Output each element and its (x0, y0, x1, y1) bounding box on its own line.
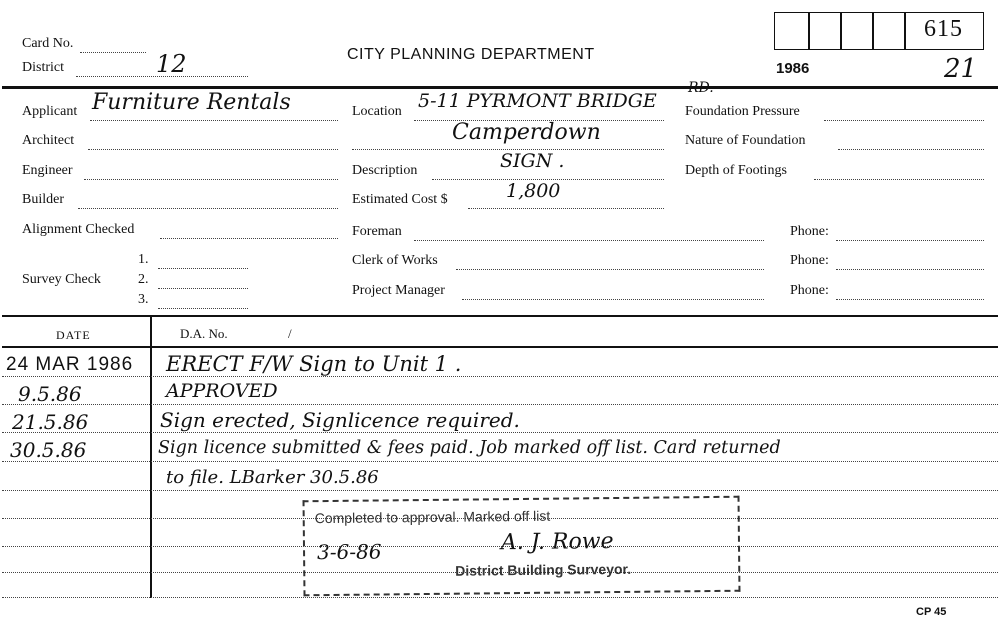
log-entry-text: to file. LBarker 30.5.86 (166, 467, 379, 488)
pm-phone-label: Phone: (790, 283, 829, 298)
engineer-line (84, 179, 338, 180)
card-no-line (80, 52, 146, 53)
da-label: D.A. No. (180, 326, 228, 341)
log-entry-text: Sign licence submitted & fees paid. Job marked off list. Card returned (158, 438, 781, 458)
year: 1986 (776, 60, 810, 77)
description-value: SIGN . (500, 150, 565, 172)
clerk-phone-line (836, 269, 984, 270)
card-no-label: Card No. (22, 36, 74, 51)
card-number-box-2 (808, 12, 842, 50)
survey-line-3 (158, 308, 248, 309)
district-value: 12 (156, 50, 187, 78)
foundation-pressure-line (824, 120, 984, 121)
clerk-phone-label: Phone: (790, 253, 829, 268)
card-number-box-3 (840, 12, 874, 50)
log-line (2, 432, 998, 433)
log-entry-date: 21.5.86 (12, 410, 89, 434)
survey-line-1 (158, 268, 248, 269)
clerk-line (456, 269, 764, 270)
engineer-label: Engineer (22, 163, 73, 178)
survey-line-2 (158, 288, 248, 289)
pm-phone-line (836, 299, 984, 300)
log-line (2, 376, 998, 377)
description-label: Description (352, 163, 418, 178)
survey-item-3: 3. (138, 292, 149, 307)
log-line (2, 490, 998, 491)
log-entry-text: APPROVED (166, 380, 278, 402)
estimated-cost-value: 1,800 (506, 180, 561, 202)
nature-foundation-line (838, 149, 984, 150)
stamp-signature: A. J. Rowe (500, 529, 614, 556)
stamp-text: Completed to approval. Marked off list (314, 507, 551, 527)
project-manager-label: Project Manager (352, 283, 445, 298)
project-manager-line (462, 299, 764, 300)
clerk-label: Clerk of Works (352, 253, 438, 268)
location-value-line2: Camperdown (452, 120, 601, 145)
log-line (2, 461, 998, 462)
estimated-cost-label: Estimated Cost $ (352, 192, 448, 207)
foreman-phone-label: Phone: (790, 224, 829, 239)
builder-line (78, 208, 338, 209)
foreman-line (414, 240, 764, 241)
applicant-line (90, 120, 338, 121)
card-number-box-4 (872, 12, 906, 50)
header-divider (2, 86, 998, 89)
survey-item-2: 2. (138, 272, 149, 287)
log-entry-date: 30.5.86 (10, 438, 87, 462)
depth-footings-line (814, 179, 984, 180)
alignment-label: Alignment Checked (22, 222, 135, 237)
depth-footings-label: Depth of Footings (685, 163, 787, 178)
estimated-cost-line (468, 208, 664, 209)
log-line (2, 404, 998, 405)
foreman-phone-line (836, 240, 984, 241)
log-entry-text: ERECT F/W Sign to Unit 1 . (166, 352, 462, 376)
builder-label: Builder (22, 192, 64, 207)
log-entry-date: 9.5.86 (18, 382, 82, 406)
architect-line (88, 149, 338, 150)
log-entry-date: 24 MAR 1986 (6, 354, 134, 375)
applicant-value: Furniture Rentals (92, 90, 291, 115)
log-entry-text: Sign erected, Signlicence required. (160, 408, 520, 432)
completion-stamp (303, 496, 741, 597)
da-value: / (288, 326, 292, 341)
location-value-suffix: RD. (688, 80, 714, 96)
alignment-line (160, 238, 338, 239)
card-number: 615 (924, 16, 963, 42)
architect-label: Architect (22, 133, 75, 148)
foundation-pressure-label: Foundation Pressure (685, 104, 800, 119)
survey-label: Survey Check (22, 272, 101, 287)
log-column-divider (150, 316, 152, 598)
stamp-date: 3-6-86 (316, 539, 382, 565)
handwritten-mark: 21 (944, 54, 978, 84)
date-header: DATE (56, 328, 91, 342)
location-label: Location (352, 104, 402, 119)
form-code: CP 45 (916, 606, 947, 618)
department-title: CITY PLANNING DEPARTMENT (347, 46, 595, 63)
nature-foundation-label: Nature of Foundation (685, 133, 806, 148)
applicant-label: Applicant (22, 104, 78, 119)
log-line (2, 597, 998, 598)
card-number-box-1 (774, 12, 810, 50)
stamp-title: District Building Surveyor. (455, 560, 632, 579)
location-value: 5-11 PYRMONT BRIDGE (418, 90, 657, 112)
district-label: District (22, 60, 64, 75)
survey-item-1: 1. (138, 252, 149, 267)
foreman-label: Foreman (352, 224, 402, 239)
